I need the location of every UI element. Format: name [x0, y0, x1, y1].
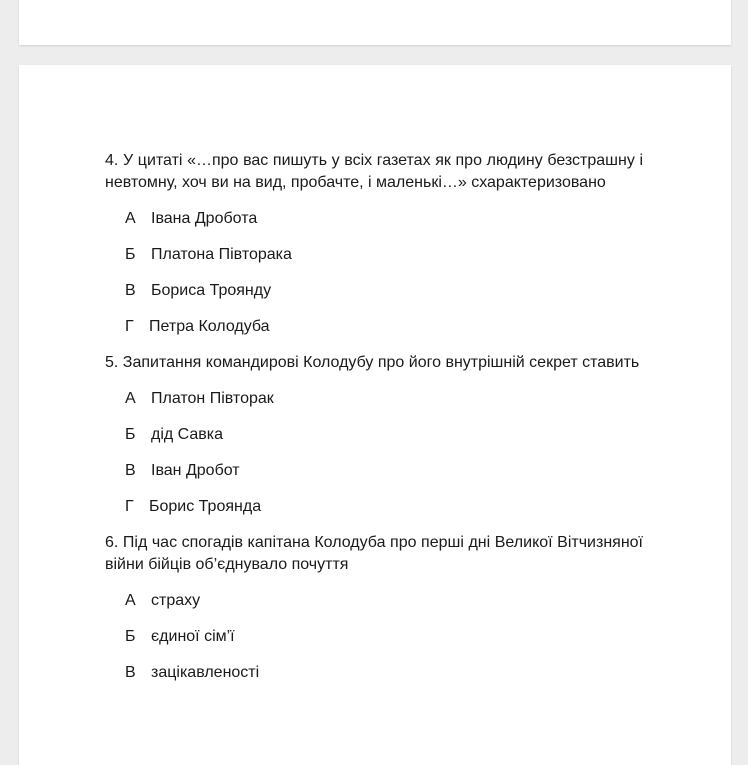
option-5a	[105, 388, 643, 410]
document-page	[19, 65, 731, 765]
option-6b	[105, 626, 643, 648]
option-5b	[105, 424, 643, 446]
option-text: дід Савка	[151, 426, 224, 443]
option-letter: Г	[125, 498, 134, 515]
option-5h	[105, 496, 643, 518]
option-5v	[105, 460, 643, 482]
question-5-options	[105, 388, 643, 518]
option-4h	[105, 316, 643, 338]
option-4v	[105, 280, 643, 302]
option-letter: Б	[125, 426, 136, 443]
option-6a	[105, 590, 643, 612]
option-text: Івана Дробота	[151, 210, 258, 227]
question-6-text: 6. Під час спогадів капітана Колодуба про перші дні Великої Вітчизняної війни бійців об’єднувало почуття	[105, 534, 643, 573]
page-content	[105, 150, 643, 684]
option-6v	[105, 662, 643, 684]
option-letter: А	[125, 592, 136, 609]
option-text: Платон Півторак	[151, 390, 274, 407]
option-4a	[105, 208, 643, 230]
question-4-text: 4. У цитаті «…про вас пишуть у всіх газетах як про людину безстрашну і невтомну, хоч ви на вид, пробачте, і маленькі…» схарактеризовано	[105, 152, 643, 191]
question-4-options	[105, 208, 643, 338]
option-4b	[105, 244, 643, 266]
option-letter: В	[125, 462, 136, 479]
option-letter: А	[125, 210, 136, 227]
option-text: зацікавленості	[151, 664, 260, 681]
question-6-options	[105, 590, 643, 684]
option-letter: А	[125, 390, 136, 407]
option-text: Іван Дробот	[151, 462, 240, 479]
option-letter: В	[125, 664, 136, 681]
option-text: Платона Півторака	[151, 246, 292, 263]
option-letter: Г	[125, 318, 134, 335]
question-5-text: 5. Запитання командирові Колодубу про його внутрішній секрет ставить	[105, 354, 640, 371]
option-letter: Б	[125, 246, 136, 263]
previous-page	[19, 0, 731, 45]
option-text: Бориса Троянду	[151, 282, 272, 299]
option-letter: В	[125, 282, 136, 299]
option-text: Петра Колодуба	[149, 318, 270, 335]
option-letter: Б	[125, 628, 136, 645]
option-text: страху	[151, 592, 201, 609]
option-text: Борис Троянда	[149, 498, 262, 515]
option-text: єдиної сім’ї	[151, 628, 235, 645]
